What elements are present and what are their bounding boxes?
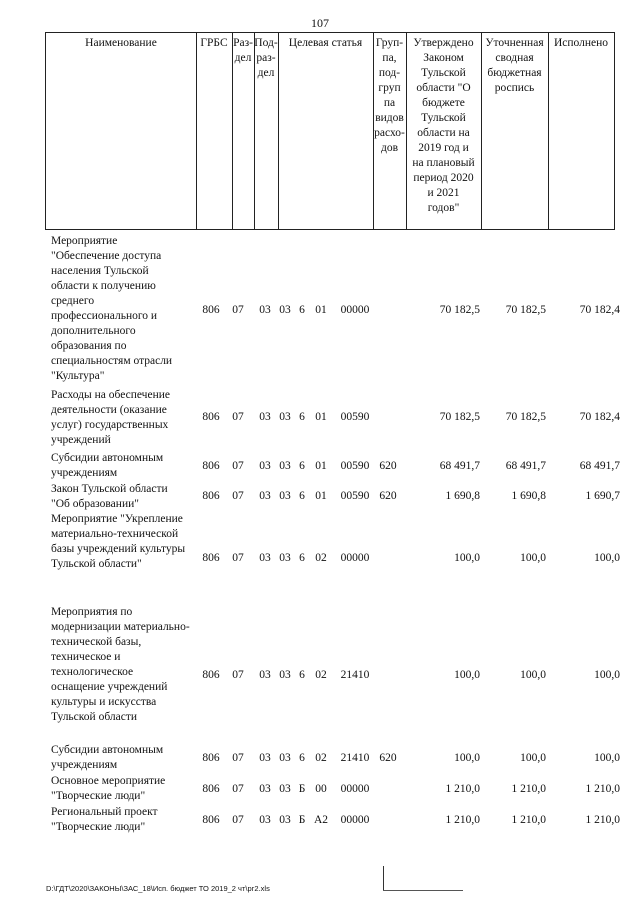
row-target-event: 02 [315,752,327,764]
row-target-program: 03 [279,669,291,681]
row-ispolneno: 70 182,4 [579,411,620,423]
header-razdel: Раз- дел [233,37,253,64]
row-target-event: 01 [315,304,327,316]
row-target-subprogram: 6 [299,304,305,316]
row-podrazdel: 03 [259,752,271,764]
row-podrazdel: 03 [259,552,271,564]
row-grbs: 806 [202,752,220,764]
row-target-event: 00 [315,783,327,795]
row-utochnennaya: 70 182,5 [505,304,546,316]
row-utochnennaya: 1 210,0 [511,783,546,795]
row-razdel: 07 [232,669,244,681]
row-name: Расходы на обеспечение деятельности (оказание услуг) государственных учреждений [51,389,170,446]
row-grbs: 806 [202,490,220,502]
row-name: Субсидии автономным учреждениям [51,744,164,771]
row-ispolneno: 100,0 [594,752,620,764]
row-vid-rashodov: 620 [379,490,397,502]
header-utochnennaya: Уточненная сводная бюджетная роспись [485,37,544,94]
row-razdel: 07 [232,752,244,764]
row-utverzhdeno: 1 210,0 [445,783,480,795]
row-podrazdel: 03 [259,411,271,423]
row-target-subprogram: Б [298,814,306,826]
row-target-event: 01 [315,460,327,472]
row-target-program: 03 [279,752,291,764]
header-celevaya-statya: Целевая статья [288,37,363,49]
row-target-direction: 00590 [340,490,370,502]
row-razdel: 07 [232,304,244,316]
row-utochnennaya: 1 690,8 [511,490,546,502]
row-razdel: 07 [232,460,244,472]
row-ispolneno: 68 491,7 [579,460,620,472]
row-name: Мероприятия по модернизации материально- технической базы, техническое и технологическое оснащение учреждений культуры и искусства Тульской области [51,606,190,723]
footer-underline [383,890,463,891]
row-target-subprogram: 6 [299,669,305,681]
row-podrazdel: 03 [259,669,271,681]
row-utverzhdeno: 70 182,5 [439,411,480,423]
header-ispolneno: Исполнено [553,37,609,49]
row-target-program: 03 [279,304,291,316]
row-target-program: 03 [279,411,291,423]
row-razdel: 07 [232,490,244,502]
row-target-program: 03 [279,814,291,826]
row-podrazdel: 03 [259,814,271,826]
row-vid-rashodov: 620 [379,752,397,764]
row-utochnennaya: 68 491,7 [505,460,546,472]
row-target-direction: 00000 [340,783,370,795]
row-target-subprogram: 6 [299,460,305,472]
row-grbs: 806 [202,411,220,423]
header-grbs: ГРБС [200,37,228,49]
row-target-program: 03 [279,460,291,472]
row-utochnennaya: 100,0 [520,752,546,764]
row-name: Региональный проект "Творческие люди" [51,806,158,833]
row-utverzhdeno: 100,0 [454,552,480,564]
row-razdel: 07 [232,552,244,564]
row-grbs: 806 [202,304,220,316]
row-vid-rashodov: 620 [379,460,397,472]
footer-divider [383,866,384,890]
row-target-program: 03 [279,490,291,502]
row-target-event: А2 [313,814,329,826]
row-target-event: 01 [315,411,327,423]
row-target-direction: 00000 [340,552,370,564]
row-target-event: 02 [315,552,327,564]
row-target-direction: 00000 [340,814,370,826]
row-grbs: 806 [202,669,220,681]
row-utochnennaya: 100,0 [520,669,546,681]
row-name: Мероприятие "Обеспечение доступа населения Тульской области к получению среднего профессионального и дополнительного образования по специальностям отрасли "Культура" [51,235,173,382]
row-grbs: 806 [202,814,220,826]
row-grbs: 806 [202,552,220,564]
row-target-subprogram: 6 [299,490,305,502]
row-name: Субсидии автономным учреждениям [51,452,164,479]
row-target-event: 01 [315,490,327,502]
table-header [45,32,615,230]
row-razdel: 07 [232,783,244,795]
row-target-subprogram: Б [298,783,306,795]
row-ispolneno: 100,0 [594,669,620,681]
row-utverzhdeno: 68 491,7 [439,460,480,472]
header-podrazdel: Под- раз- дел [254,37,278,79]
row-grbs: 806 [202,783,220,795]
row-utverzhdeno: 1 690,8 [445,490,480,502]
header-vid-rashodov: Груп- па, под- груп па видов расхо- дов [374,37,405,154]
row-name: Закон Тульской области "Об образовании" [51,483,168,510]
row-ispolneno: 70 182,4 [579,304,620,316]
row-target-direction: 00590 [340,411,370,423]
row-ispolneno: 1 690,7 [585,490,620,502]
row-name: Основное мероприятие "Творческие люди" [51,775,166,802]
row-razdel: 07 [232,411,244,423]
row-name: Мероприятие "Укрепление материально-технической базы учреждений культуры Тульской области" [51,513,186,570]
row-target-program: 03 [279,783,291,795]
row-podrazdel: 03 [259,490,271,502]
header-utverzhdeno: Утверждено Законом Тульской области "О бюджете Тульской области на 2019 год и на плановый период 2020 и 2021 годов" [412,37,475,214]
row-target-subprogram: 6 [299,552,305,564]
row-target-program: 03 [279,552,291,564]
row-target-direction: 21410 [340,752,370,764]
row-target-subprogram: 6 [299,411,305,423]
row-razdel: 07 [232,814,244,826]
row-target-subprogram: 6 [299,752,305,764]
footer-file-path: D:\ГДТ\2020\ЗАКОНЫ\ЗАС_18\Исп. бюджет ТО 2019_2 чт\рг2.xls [46,884,270,893]
header-name: Наименование [85,37,157,49]
row-target-direction: 00590 [340,460,370,472]
row-utochnennaya: 1 210,0 [511,814,546,826]
row-utochnennaya: 70 182,5 [505,411,546,423]
row-utverzhdeno: 100,0 [454,752,480,764]
row-target-direction: 00000 [340,304,370,316]
row-grbs: 806 [202,460,220,472]
row-ispolneno: 1 210,0 [585,783,620,795]
row-utochnennaya: 100,0 [520,552,546,564]
page-number: 107 [311,16,329,30]
row-ispolneno: 1 210,0 [585,814,620,826]
row-utverzhdeno: 70 182,5 [439,304,480,316]
row-ispolneno: 100,0 [594,552,620,564]
row-utverzhdeno: 1 210,0 [445,814,480,826]
row-podrazdel: 03 [259,304,271,316]
row-target-event: 02 [315,669,327,681]
row-target-direction: 21410 [340,669,370,681]
row-podrazdel: 03 [259,783,271,795]
row-podrazdel: 03 [259,460,271,472]
row-utverzhdeno: 100,0 [454,669,480,681]
